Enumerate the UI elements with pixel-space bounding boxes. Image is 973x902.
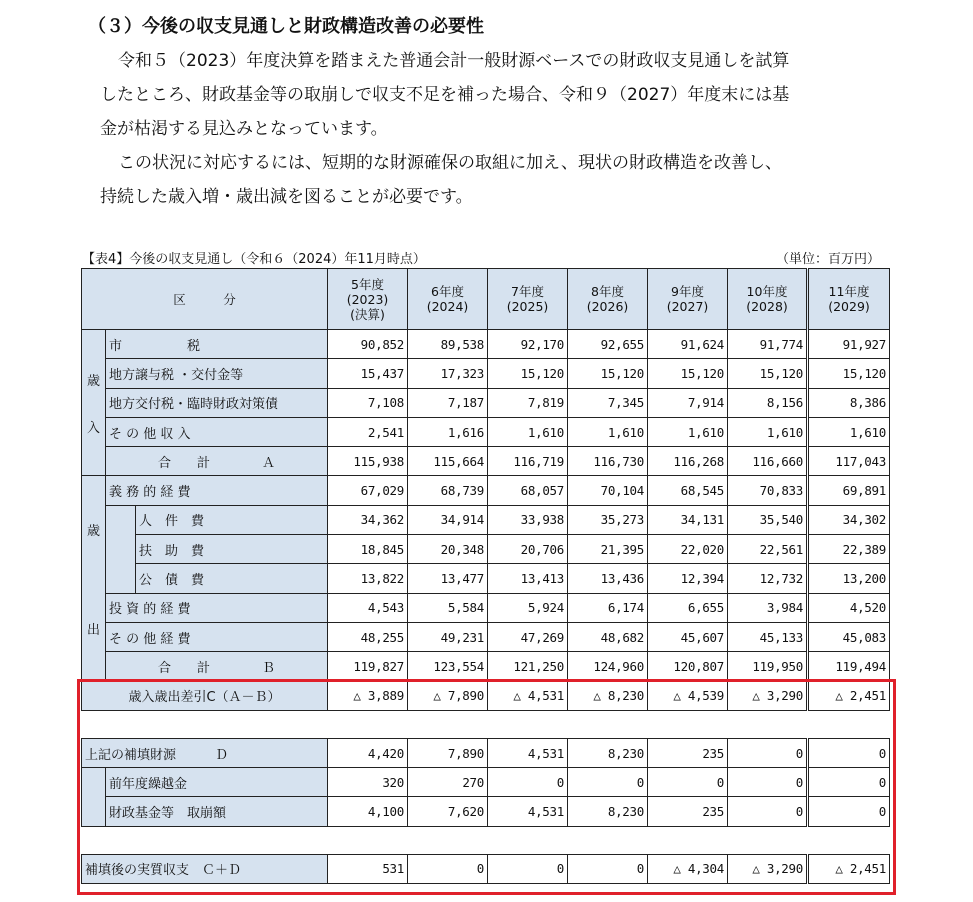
row-label: そ の 他 収 入 — [106, 417, 328, 446]
cell: 8,230 — [568, 797, 648, 826]
cell: 235 — [648, 797, 728, 826]
cell: 7,108 — [328, 388, 408, 417]
row-label: そ の 他 経 費 — [106, 622, 328, 651]
cell: 0 — [488, 768, 568, 797]
cell: 0 — [728, 738, 808, 767]
cell: 22,561 — [728, 535, 808, 564]
cell: 0 — [488, 854, 568, 883]
row-label: 歳入歳出差引C（Ａ－Ｂ） — [82, 681, 328, 710]
table-row-carryover — [82, 768, 890, 797]
cell: 15,120 — [808, 359, 890, 388]
cell: 116,730 — [568, 447, 648, 476]
cell: 68,057 — [488, 476, 568, 505]
header-year-2025: 7年度 (2025) — [488, 269, 568, 330]
table-row-supplement-d — [82, 738, 890, 767]
row-label: 財政基金等 取崩額 — [106, 797, 328, 826]
cell: 33,938 — [488, 505, 568, 534]
cell: 17,323 — [408, 359, 488, 388]
cell: 116,719 — [488, 447, 568, 476]
cell: 4,543 — [328, 593, 408, 622]
paragraph-outlook-line1: 令和５（2023）年度決算を踏まえた普通会計一般財源ベースでの財政収支見通しを試算 — [118, 51, 790, 71]
cell: 92,170 — [488, 330, 568, 359]
cell: 68,739 — [408, 476, 488, 505]
expenditure-section-label: 歳 出 — [82, 476, 106, 681]
cell: 2,541 — [328, 417, 408, 446]
cell: 8,230 — [568, 738, 648, 767]
cell: 0 — [648, 768, 728, 797]
cell: 123,554 — [408, 652, 488, 681]
cell: 0 — [408, 854, 488, 883]
cell: 116,268 — [648, 447, 728, 476]
cell: 5,924 — [488, 593, 568, 622]
row-label: 地方交付税・臨時財政対策債 — [106, 388, 328, 417]
cell: 119,827 — [328, 652, 408, 681]
cell: 45,607 — [648, 622, 728, 651]
table-row-expenditure-total — [82, 652, 890, 681]
cell: △ 4,539 — [648, 681, 728, 710]
cell: 47,269 — [488, 622, 568, 651]
cell: 4,531 — [488, 738, 568, 767]
cell: 0 — [808, 768, 890, 797]
cell: 270 — [408, 768, 488, 797]
header-year-2028: 10年度 (2028) — [728, 269, 808, 330]
cell: △ 3,889 — [328, 681, 408, 710]
cell: 0 — [728, 797, 808, 826]
cell: 320 — [328, 768, 408, 797]
cell: 13,436 — [568, 564, 648, 593]
cell: 15,120 — [568, 359, 648, 388]
cell: 5,584 — [408, 593, 488, 622]
revenue-section-label: 歳 入 — [82, 330, 106, 476]
cell: 15,120 — [488, 359, 568, 388]
table-row-mandatory — [82, 476, 890, 505]
table-caption: 【表4】今後の収支見通し（令和６（2024）年11月時点） — [82, 252, 426, 267]
cell: 8,386 — [808, 388, 890, 417]
row-label: 義 務 的 経 費 — [106, 476, 328, 505]
cell: △ 2,451 — [808, 854, 890, 883]
cell: 4,100 — [328, 797, 408, 826]
row-label: 前年度繰越金 — [106, 768, 328, 797]
cell: 49,231 — [408, 622, 488, 651]
cell: 117,043 — [808, 447, 890, 476]
cell: 0 — [568, 854, 648, 883]
cell: 7,345 — [568, 388, 648, 417]
cell: 7,890 — [408, 738, 488, 767]
cell: △ 3,290 — [728, 854, 808, 883]
paragraph-outlook — [100, 44, 789, 146]
cell: 91,927 — [808, 330, 890, 359]
cell: 7,914 — [648, 388, 728, 417]
cell: 13,477 — [408, 564, 488, 593]
cell: 48,682 — [568, 622, 648, 651]
row-label: 公 債 費 — [136, 564, 328, 593]
header-year-2029: 11年度 (2029) — [808, 269, 890, 330]
cell: △ 2,451 — [808, 681, 890, 710]
cell: 13,200 — [808, 564, 890, 593]
table-spacer-row — [82, 826, 890, 854]
cell: 22,389 — [808, 535, 890, 564]
cell: 3,984 — [728, 593, 808, 622]
table-row-allocation-tax — [82, 388, 890, 417]
budget-outlook-table — [81, 268, 890, 884]
cell: 1,610 — [808, 417, 890, 446]
table-unit: （単位：百万円） — [775, 252, 880, 267]
cell: △ 8,230 — [568, 681, 648, 710]
header-year-2023: 5年度 (2023) (決算) — [328, 269, 408, 330]
cell: 20,706 — [488, 535, 568, 564]
table-header-row — [82, 269, 890, 330]
cell: 119,950 — [728, 652, 808, 681]
cell: 6,174 — [568, 593, 648, 622]
paragraph-necessity — [100, 146, 782, 214]
cell: 15,120 — [648, 359, 728, 388]
cell: 4,420 — [328, 738, 408, 767]
table-row-city-tax — [82, 330, 890, 359]
table-row-assistance — [82, 535, 890, 564]
table-row-fund-withdrawal — [82, 797, 890, 826]
cell: 0 — [568, 768, 648, 797]
cell: △ 3,290 — [728, 681, 808, 710]
cell: 89,538 — [408, 330, 488, 359]
cell: 7,819 — [488, 388, 568, 417]
cell: 45,083 — [808, 622, 890, 651]
row-label: 投 資 的 経 費 — [106, 593, 328, 622]
section-title: （３）今後の収支見通しと財政構造改善の必要性 — [88, 16, 484, 37]
cell: 124,960 — [568, 652, 648, 681]
cell: 45,133 — [728, 622, 808, 651]
table-row-other-expense — [82, 622, 890, 651]
cell: 8,156 — [728, 388, 808, 417]
cell: 531 — [328, 854, 408, 883]
cell: 1,616 — [408, 417, 488, 446]
table-row-investment — [82, 593, 890, 622]
cell: 119,494 — [808, 652, 890, 681]
cell: △ 7,890 — [408, 681, 488, 710]
cell: 115,664 — [408, 447, 488, 476]
indent-spacer — [106, 505, 136, 593]
table-row-transfer-tax — [82, 359, 890, 388]
row-label: 人 件 費 — [136, 505, 328, 534]
cell: 18,845 — [328, 535, 408, 564]
cell: 1,610 — [648, 417, 728, 446]
row-label: 合 計 Ａ — [106, 447, 328, 476]
cell: 22,020 — [648, 535, 728, 564]
cell: 34,131 — [648, 505, 728, 534]
cell: 91,774 — [728, 330, 808, 359]
cell: 90,852 — [328, 330, 408, 359]
cell: 121,250 — [488, 652, 568, 681]
cell: 235 — [648, 738, 728, 767]
cell: 48,255 — [328, 622, 408, 651]
cell: 70,104 — [568, 476, 648, 505]
cell: 120,807 — [648, 652, 728, 681]
cell: 91,624 — [648, 330, 728, 359]
cell: 15,437 — [328, 359, 408, 388]
row-label: 扶 助 費 — [136, 535, 328, 564]
header-category: 区 分 — [82, 269, 328, 330]
indent-spacer — [82, 768, 106, 827]
header-year-2027: 9年度 (2027) — [648, 269, 728, 330]
row-label: 補填後の実質収支 Ｃ＋Ｄ — [82, 854, 328, 883]
table-row-net-balance — [82, 854, 890, 883]
paragraph-necessity-line1: この状況に対応するには、短期的な財源確保の取組に加え、現状の財政構造を改善し、 — [118, 153, 783, 173]
cell: 12,394 — [648, 564, 728, 593]
cell: 15,120 — [728, 359, 808, 388]
cell: 12,732 — [728, 564, 808, 593]
cell: 7,620 — [408, 797, 488, 826]
cell: 34,362 — [328, 505, 408, 534]
row-label: 市 税 — [106, 330, 328, 359]
cell: 1,610 — [488, 417, 568, 446]
cell: 68,545 — [648, 476, 728, 505]
row-label: 地方譲与税 ・交付金等 — [106, 359, 328, 388]
cell: 92,655 — [568, 330, 648, 359]
header-year-2024: 6年度 (2024) — [408, 269, 488, 330]
cell: 70,833 — [728, 476, 808, 505]
table-row-balance-c — [82, 681, 890, 710]
cell: 116,660 — [728, 447, 808, 476]
cell: 67,029 — [328, 476, 408, 505]
cell: △ 4,304 — [648, 854, 728, 883]
row-label: 合 計 Ｂ — [106, 652, 328, 681]
cell: 1,610 — [568, 417, 648, 446]
cell: 6,655 — [648, 593, 728, 622]
paragraph-outlook-line3: 金が枯渇する見込みとなっています。 — [100, 119, 388, 139]
cell: 7,187 — [408, 388, 488, 417]
table-spacer-row — [82, 710, 890, 738]
cell: 0 — [728, 768, 808, 797]
paragraph-necessity-line2: 持続した歳入増・歳出減を図ることが必要です。 — [100, 187, 473, 207]
cell: 1,610 — [728, 417, 808, 446]
cell: 20,348 — [408, 535, 488, 564]
cell: △ 4,531 — [488, 681, 568, 710]
cell: 21,395 — [568, 535, 648, 564]
cell: 34,302 — [808, 505, 890, 534]
cell: 13,413 — [488, 564, 568, 593]
table-row-debt-service — [82, 564, 890, 593]
cell: 35,273 — [568, 505, 648, 534]
cell: 4,520 — [808, 593, 890, 622]
row-label: 上記の補填財源 Ｄ — [82, 738, 328, 767]
cell: 0 — [808, 738, 890, 767]
cell: 34,914 — [408, 505, 488, 534]
cell: 13,822 — [328, 564, 408, 593]
cell: 0 — [808, 797, 890, 826]
cell: 4,531 — [488, 797, 568, 826]
paragraph-outlook-line2: したところ、財政基金等の取崩しで収支不足を補った場合、令和９（2027）年度末には基 — [100, 85, 790, 105]
header-year-2026: 8年度 (2026) — [568, 269, 648, 330]
cell: 115,938 — [328, 447, 408, 476]
table-row-revenue-total — [82, 447, 890, 476]
cell: 35,540 — [728, 505, 808, 534]
cell: 69,891 — [808, 476, 890, 505]
table-row-personnel — [82, 505, 890, 534]
table-row-other-revenue — [82, 417, 890, 446]
